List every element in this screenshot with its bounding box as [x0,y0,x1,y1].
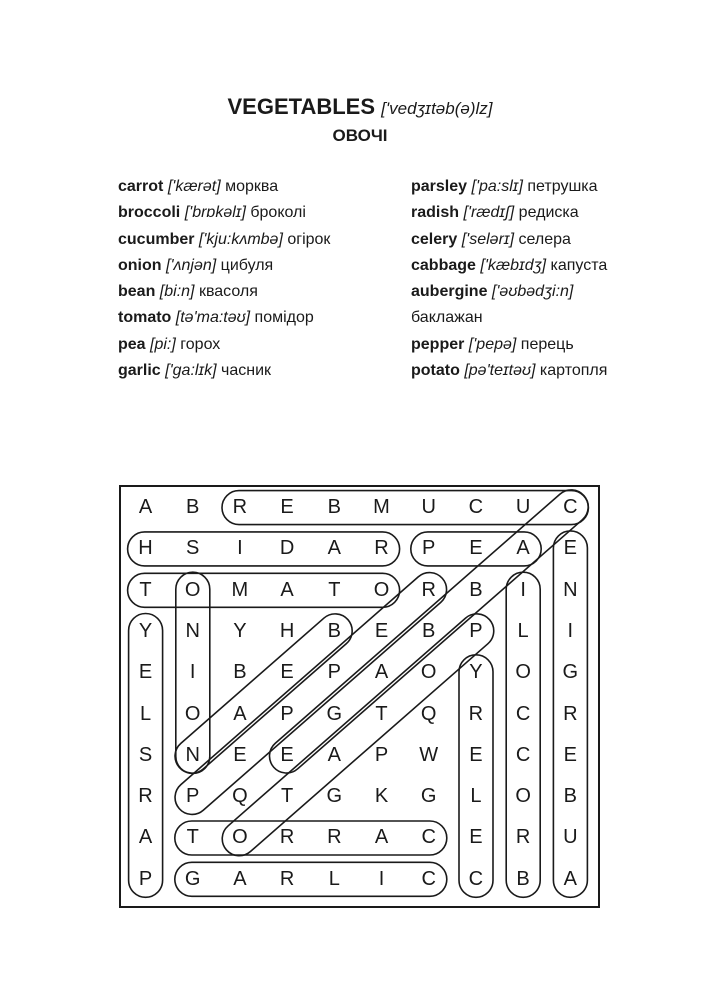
grid-letter[interactable]: A [233,867,247,890]
grid-letter[interactable]: L [470,785,482,808]
vocab-transcription: [bi:n] [159,283,195,301]
grid-letter[interactable]: I [237,537,243,560]
vocab-transcription: [tə'ma:təʊ] [175,309,251,327]
grid-letter[interactable]: B [516,867,530,890]
page-subtitle: ОВОЧІ [332,126,388,145]
vocab-transcription: ['ga:lɪk] [165,362,217,380]
vocab-list-right [411,176,607,386]
grid-letter[interactable]: Y [138,619,153,642]
vocab-word: tomato [118,309,172,327]
grid-letter[interactable]: B [563,785,577,808]
grid-letter[interactable]: E [280,496,294,518]
grid-letter[interactable]: Q [232,785,248,808]
grid-letter[interactable]: C [468,867,484,890]
grid-letter[interactable]: A [138,826,153,849]
grid-letter[interactable]: O [184,702,201,725]
grid-letter[interactable]: P [469,619,483,642]
grid-letter[interactable]: E [469,826,483,849]
vocab-word: garlic [118,362,161,380]
title-transcription: ['vedʒɪtəb(ə)lz] [381,99,493,118]
vocab-translation: часник [221,362,272,380]
grid-letter[interactable]: U [563,826,578,849]
grid-letter[interactable]: P [280,702,294,725]
grid-letter[interactable]: A [374,826,389,849]
grid-letter[interactable]: R [138,785,153,808]
grid-letter[interactable]: M [231,578,249,601]
grid-letter[interactable]: O [232,826,248,849]
grid-letter[interactable]: R [279,867,295,890]
grid-letter[interactable]: N [563,578,578,601]
grid-letter[interactable]: A [516,537,530,560]
vocab-translation: селера [518,230,571,248]
vocab-transcription: ['əʊbədʒi:n] [491,283,574,301]
grid-letter[interactable]: R [327,826,342,849]
grid-letter[interactable]: T [328,578,341,601]
grid-letter[interactable]: P [374,743,389,766]
vocab-transcription: ['pa:slɪ] [471,178,523,195]
vocab-translation: горох [180,335,221,353]
grid-letter[interactable]: A [563,867,577,890]
grid-letter[interactable]: O [184,578,201,601]
grid-letter[interactable]: C [515,702,531,725]
grid-letter[interactable]: I [378,867,385,890]
vocab-word: carrot [118,178,164,195]
vocab-transcription: ['pepə] [468,335,517,353]
vocab-transcription: ['kæbɪdʒ] [480,256,547,274]
vocab-word: parsley [411,178,468,195]
grid-letter[interactable]: E [280,743,294,766]
grid-letter[interactable]: B [186,496,200,518]
vocab-word: cucumber [118,230,195,248]
vocab-entry [411,176,607,202]
grid-letter[interactable]: R [421,578,436,601]
grid-letter[interactable]: G [420,785,437,808]
grid-letter[interactable]: E [563,743,577,766]
grid-letter[interactable]: Y [233,619,247,642]
vocab-word: pepper [411,335,465,353]
grid-letter[interactable]: H [138,537,153,560]
grid-letter[interactable]: E [563,537,577,560]
vocab-translation: морква [225,178,279,195]
grid-letter[interactable]: T [139,578,152,601]
grid-letter[interactable]: R [374,537,389,560]
grid-letter[interactable]: Q [420,702,437,725]
grid-letter[interactable]: A [280,578,294,601]
grid-letter[interactable]: A [138,496,153,518]
vocab-transcription: ['kærət] [167,178,221,195]
vocab-translation: редиска [518,204,579,222]
vocab-word: celery [411,230,458,248]
grid-letter[interactable]: P [327,661,341,684]
grid-letter[interactable]: B [422,619,436,642]
vocab-transcription: ['brɒkəlɪ] [184,204,246,222]
grid-letter[interactable]: B [327,619,341,642]
vocab-word: cabbage [411,256,476,274]
grid-letter[interactable]: I [189,661,196,684]
grid-letter[interactable]: K [374,785,389,808]
vocab-translation: перець [520,335,574,353]
grid-letter[interactable]: E [469,743,483,766]
vocab-entry [118,307,330,333]
grid-letter[interactable]: P [138,867,153,890]
grid-letter[interactable]: N [185,619,200,642]
vocab-translation: броколі [250,204,306,222]
vocab-entry [411,281,607,307]
grid-letter[interactable]: S [186,537,200,560]
grid-letter[interactable]: E [374,619,389,642]
grid-letter[interactable]: C [421,826,436,849]
grid-letter[interactable]: Y [469,661,483,684]
vocab-word: aubergine [411,283,488,301]
vocab-translation: картопля [539,362,608,380]
grid-letter[interactable]: O [515,661,531,684]
vocab-translation: огірок [287,230,331,248]
vocab-word: broccoli [118,204,181,222]
grid-letter[interactable]: C [421,867,436,890]
vocab-entry [118,229,330,255]
vocab-entry [118,281,330,307]
grid-letter[interactable]: O [515,785,531,808]
grid-letter[interactable]: R [515,826,531,849]
grid-letter[interactable]: C [563,496,578,518]
vocab-translation: баклажан [411,309,483,327]
grid-letter[interactable]: H [279,619,295,642]
grid-letter[interactable]: P [422,537,436,560]
page-title [0,94,720,120]
grid-letter[interactable]: E [469,537,483,560]
word-search-grid [119,485,600,908]
grid-letter[interactable]: R [279,826,295,849]
vocab-entry [118,202,330,228]
vocab-entry [411,360,607,386]
vocab-entry [118,334,330,360]
vocab-entry [411,229,607,255]
grid-letter[interactable]: L [139,702,152,725]
vocab-entry [411,334,607,360]
grid-letter[interactable]: L [517,619,529,642]
grid-letter[interactable]: M [373,496,390,518]
vocab-word: onion [118,256,162,274]
vocab-transcription: [pi:] [150,335,176,353]
vocab-word: pea [118,335,146,353]
grid-letter[interactable]: D [279,537,295,560]
grid-letter[interactable]: L [328,867,340,890]
grid-letter[interactable]: E [233,743,247,766]
grid-letter[interactable]: P [186,785,200,808]
grid-letter[interactable]: G [326,702,343,725]
grid-letter[interactable]: C [515,743,531,766]
grid-letter[interactable]: U [421,496,436,518]
grid-letter[interactable]: A [327,743,341,766]
grid-letter[interactable]: O [420,661,437,684]
grid-letter[interactable]: B [233,661,247,684]
vocab-transcription: ['selərɪ] [461,230,515,248]
grid-letter[interactable]: I [567,619,574,642]
grid-letter[interactable]: S [138,743,153,766]
grid-letter[interactable]: G [562,661,579,684]
grid-letter[interactable]: E [280,661,294,684]
grid-letter[interactable]: R [563,702,578,725]
grid-letter[interactable]: G [184,867,201,890]
grid-letter[interactable]: R [468,702,484,725]
grid-letter[interactable]: A [374,661,389,684]
vocab-entry [411,202,607,228]
grid-letter[interactable]: O [373,578,390,601]
grid-letter[interactable]: B [327,496,341,518]
vocab-entry [118,176,330,202]
vocab-translation: капуста [550,256,608,274]
grid-letter[interactable]: G [326,785,343,808]
vocab-entry [411,255,607,281]
vocab-word: bean [118,283,156,301]
vocab-transcription: [pə'teɪtəʊ] [464,362,536,380]
grid-letter[interactable]: N [185,743,200,766]
vocab-translation: цибуля [220,256,274,274]
vocab-translation: петрушка [527,178,598,195]
vocab-entry [411,307,607,333]
grid-letter[interactable]: E [138,661,153,684]
grid-letter[interactable]: T [280,785,294,808]
grid-letter[interactable]: T [186,826,199,849]
grid-letter[interactable]: R [232,496,248,518]
grid-letter[interactable]: C [468,496,484,518]
title-word: VEGETABLES [227,94,376,119]
grid-letter[interactable]: T [375,702,388,725]
vocab-entry [118,360,330,386]
vocab-list-left [118,176,330,386]
grid-letter[interactable]: A [327,537,341,560]
vocab-word: potato [411,362,460,380]
grid-letter[interactable]: U [515,496,531,518]
vocab-translation: помідор [254,309,314,327]
grid-letter[interactable]: I [520,578,526,601]
grid-letter[interactable]: W [419,743,439,766]
vocab-transcription: ['rædɪʃ] [463,204,515,222]
vocab-word: radish [411,204,460,222]
vocab-transcription: ['kju:kʌmbə] [198,230,283,248]
grid-letter[interactable]: A [233,702,247,725]
vocab-entry [118,255,330,281]
vocab-transcription: ['ʌnjən] [166,256,217,274]
vocab-translation: квасоля [198,283,258,301]
grid-letter[interactable]: B [469,578,483,601]
